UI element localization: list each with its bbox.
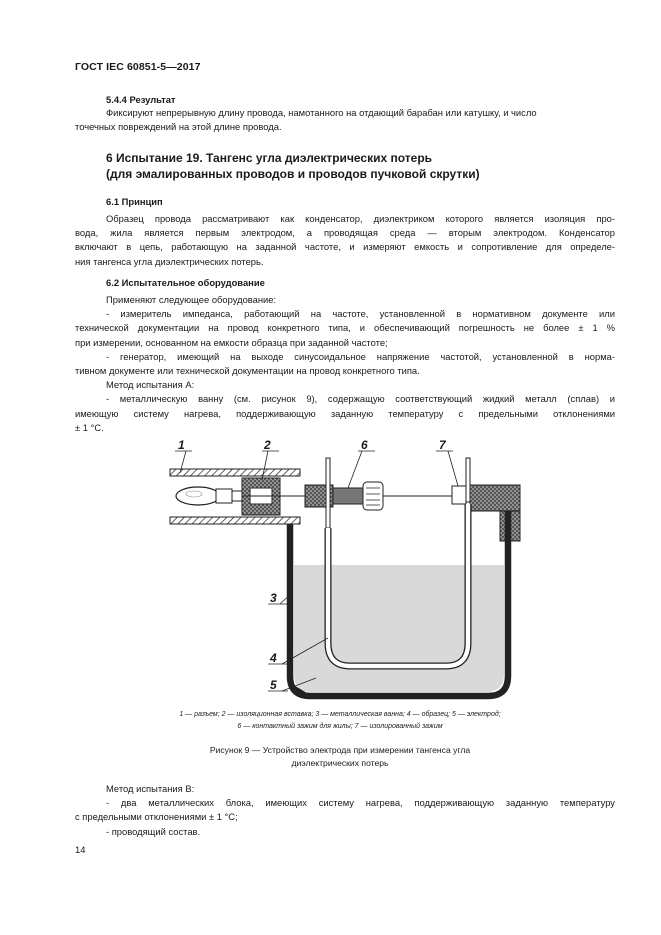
paragraph-line: - генератор, имеющий на выходе синусоидальное напряжение частотой, установленной в норма- (106, 350, 615, 362)
paragraph-line: тивном документе или технической документации на провод конкретного типа. (75, 365, 420, 377)
page-number: 14 (75, 844, 86, 855)
paragraph-line: - металлическую ванну (см. рисунок 9), содержащую соответствующий жидкий металл (сплав) и (106, 393, 615, 405)
paragraph-line: вода, жила является первым электродом, а проводящая среда — вторым электродом. Конденсатор (75, 227, 615, 239)
section-6-1-heading: 6.1 Принцип (106, 196, 163, 207)
section-6-title: 6 Испытание 19. Тангенс угла диэлектрических потерь (106, 151, 433, 165)
paragraph-line: включают в цепь, работающую на заданной частоте, и измеряют емкость и сопротивление для определе- (75, 241, 615, 253)
paragraph-line: ния тангенса угла диэлектрических потерь. (75, 255, 264, 267)
paragraph-line: при измерении, основанном на емкости образца при заданной частоте; (75, 336, 388, 348)
document-header: ГОСТ IEC 60851-5—2017 (75, 61, 201, 73)
section-6-2-body (75, 293, 615, 435)
paragraph-line: - проводящий состав. (106, 825, 201, 837)
figure-caption: Рисунок 9 — Устройство электрода при измерении тангенса угла (209, 745, 471, 755)
figure-9-electrode-device (150, 438, 550, 706)
figure-label-3: 3 (270, 591, 277, 605)
paragraph-line: - измеритель импеданса, работающий на частоте, установленной в нормативном документе или (106, 308, 615, 320)
section-5-4-4-text-line: точечных повреждений на этой длине провода. (75, 121, 282, 132)
insulated-clamp (452, 486, 466, 504)
figure-label-7: 7 (439, 438, 446, 452)
section-5-4-4-heading: 5.4.4 Результат (106, 94, 176, 105)
figure-label-1: 1 (178, 438, 185, 452)
paragraph-line: технической документации на провод конкретного типа, и обеспечивающий погрешность не более ± 1 % (75, 322, 615, 334)
paragraph-line: с предельными отклонениями ± 1 °C; (75, 811, 238, 823)
section-6-2-heading: 6.2 Испытательное оборудование (106, 277, 265, 288)
figure-legend-line: 1 — разъем; 2 — изоляционная вставка; 3 — металлическая ванна; 4 — образец; 5 — электрод; (179, 711, 501, 718)
figure-label-4: 4 (270, 651, 277, 665)
plug-collar (216, 489, 232, 503)
figure-caption-continued: диэлектрических потерь (291, 758, 389, 768)
figure-legend-line: 6 — контактный зажим для жилы; 7 — изолированный зажим (237, 723, 443, 730)
method-b-section (75, 782, 615, 839)
section-6-1-paragraph (75, 212, 615, 269)
section-5-4-4-text-line: Фиксируют непрерывную длину провода, намотанного на отдающий барабан или катушку, и число (106, 107, 537, 118)
method-b-heading: Метод испытания B: (106, 783, 195, 794)
paragraph-line: Метод испытания A: (106, 379, 195, 391)
paragraph-line: ± 1 °C. (75, 421, 104, 433)
paragraph-line: имеющую систему нагрева, поддерживающую заданную температуру с предельными отклонениями (75, 407, 615, 419)
paragraph-line: Применяют следующее оборудование: (106, 294, 277, 305)
paragraph-line: Образец провода рассматривают как конденсатор, диэлектриком которого является изоляция про- (106, 213, 615, 224)
section-6-subtitle: (для эмалированных проводов и проводов пучковой скрутки) (106, 167, 480, 181)
paragraph-line: - два металлических блока, имеющих систему нагрева, поддерживающую заданную температуру (106, 797, 615, 809)
figure-label-5: 5 (270, 678, 277, 692)
figure-label-2: 2 (264, 438, 271, 452)
figure-label-6: 6 (361, 438, 368, 452)
